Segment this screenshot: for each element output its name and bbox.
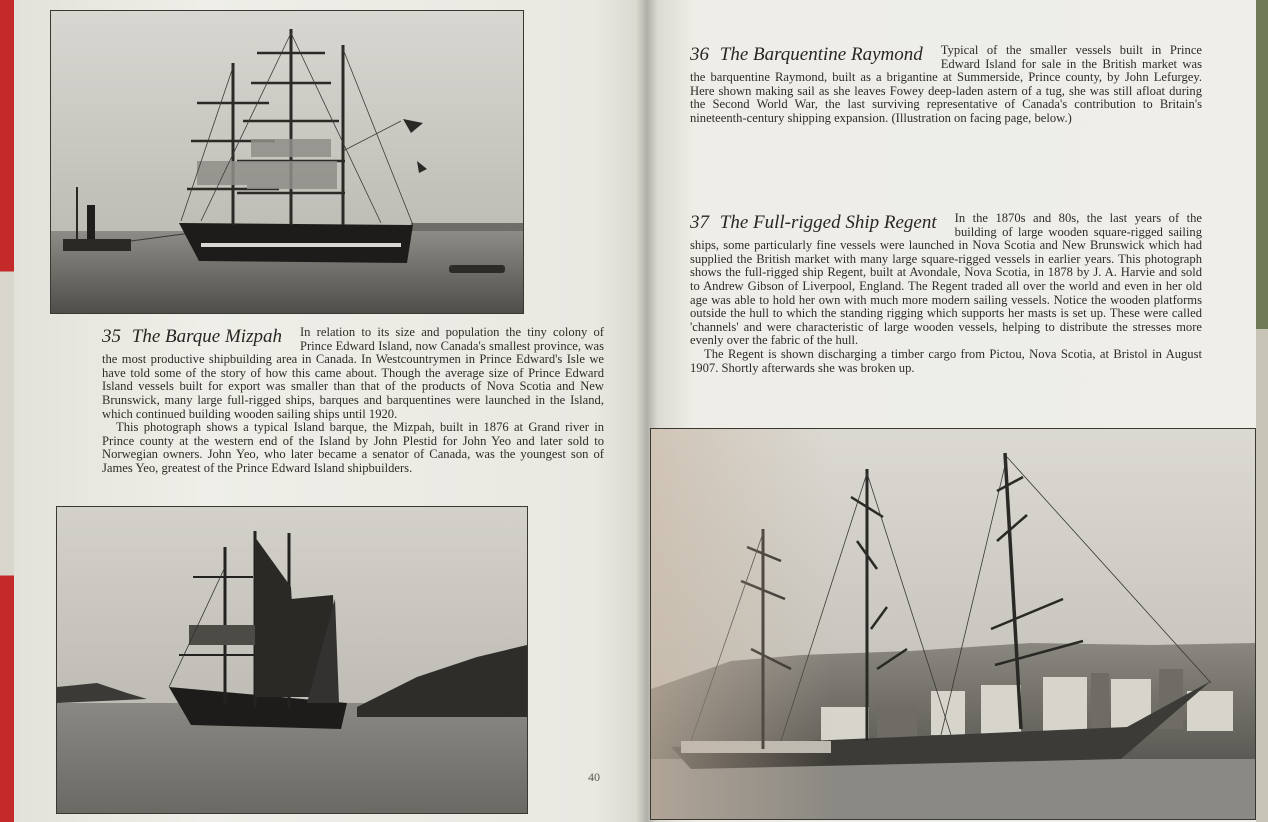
photo-barquentine-raymond (56, 506, 528, 814)
photo-barque-mizpah-image (51, 11, 523, 313)
page-number: 40 (588, 770, 600, 784)
caption-mizpah (102, 326, 604, 476)
caption-raymond-paragraph-1: Typical of the smaller vessels built in Prince Edward Island for sale in the British market was the barquentine Raymond, built as a brigantine at Summerside, Prince county, by John Lefurgey. Here shown making sail as she leaves Fowey deep-laden astern of a tug, she was still afloat during the Second World War, the last surviving representative of Canada's contribution to Britain's nineteenth-century shipping expansion. (Illustration on facing page, below.) (690, 43, 1202, 125)
caption-mizpah-paragraph-1: In relation to its size and population the tiny colony of Prince Edward Island, now Canada's smallest province, was the most productive shipbuilding area in Canada. In Westcountrymen in Prince Edward's Isle we have told some of the story of how this came about. Though the average size of Prince Edward Island vessels built for export was smaller than that of the products of Nova Scotia and New Brunswick, many large full-rigged ships, barques and barquentines were launched in the Island, which continued building wooden sailing ships until 1920. (102, 325, 604, 421)
photo-ship-regent (650, 428, 1256, 820)
caption-regent-heading (690, 212, 937, 234)
caption-regent-paragraph-1: In the 1870s and 80s, the last years of the building of large wooden square-rigged sailing ships, some particularly fine vessels were launched in Nova Scotia and New Brunswick which had supplied the British market with many large square-rigged vessels in earlier years. This photograph shows the full-rigged ship Regent, built at Avondale, Nova Scotia, in 1878 by J. A. Harvie and sold to Andrew Gibson of Liverpool, England. The Regent traded all over the world and even in her old age was able to hold her own with much more modern sailing vessels. Notice the wooden platforms outside the hull to which the standing rigging which supports her masts is set up. These were called 'channels' and were characteristic of large wooden vessels, helping to distribute the stresses more evenly over the fabric of the hull. (690, 211, 1202, 348)
caption-raymond-heading (690, 44, 923, 66)
photo-barque-mizpah (50, 10, 524, 314)
caption-mizpah-heading (102, 326, 282, 348)
adjacent-book-edge (0, 0, 14, 822)
caption-mizpah-number: 35 (102, 326, 121, 347)
caption-raymond (690, 44, 1202, 126)
caption-raymond-number: 36 (690, 44, 709, 65)
page-edge-right (1256, 0, 1268, 822)
photo-barquentine-raymond-image (57, 507, 527, 813)
caption-regent-title: The Full-rigged Ship Regent (719, 212, 937, 233)
caption-regent-number: 37 (690, 212, 709, 233)
caption-regent (690, 212, 1202, 375)
photo-ship-regent-image (651, 429, 1255, 819)
caption-mizpah-title: The Barque Mizpah (131, 326, 282, 347)
caption-mizpah-paragraph-2: This photograph shows a typical Island barque, the Mizpah, built in 1876 at Grand river in Prince county at the western end of the Island by John Plestid for John Yeo and later sold to Norwegian owners. John Yeo, who later became a senator of Canada, was the youngest son of James Yeo, greatest of the Prince Edward Island shipbuilders. (102, 420, 604, 475)
caption-raymond-title: The Barquentine Raymond (719, 44, 923, 65)
caption-regent-paragraph-2: The Regent is shown discharging a timber cargo from Pictou, Nova Scotia, at Bristol in August 1907. Shortly afterwards she was broken up. (690, 346, 1202, 375)
